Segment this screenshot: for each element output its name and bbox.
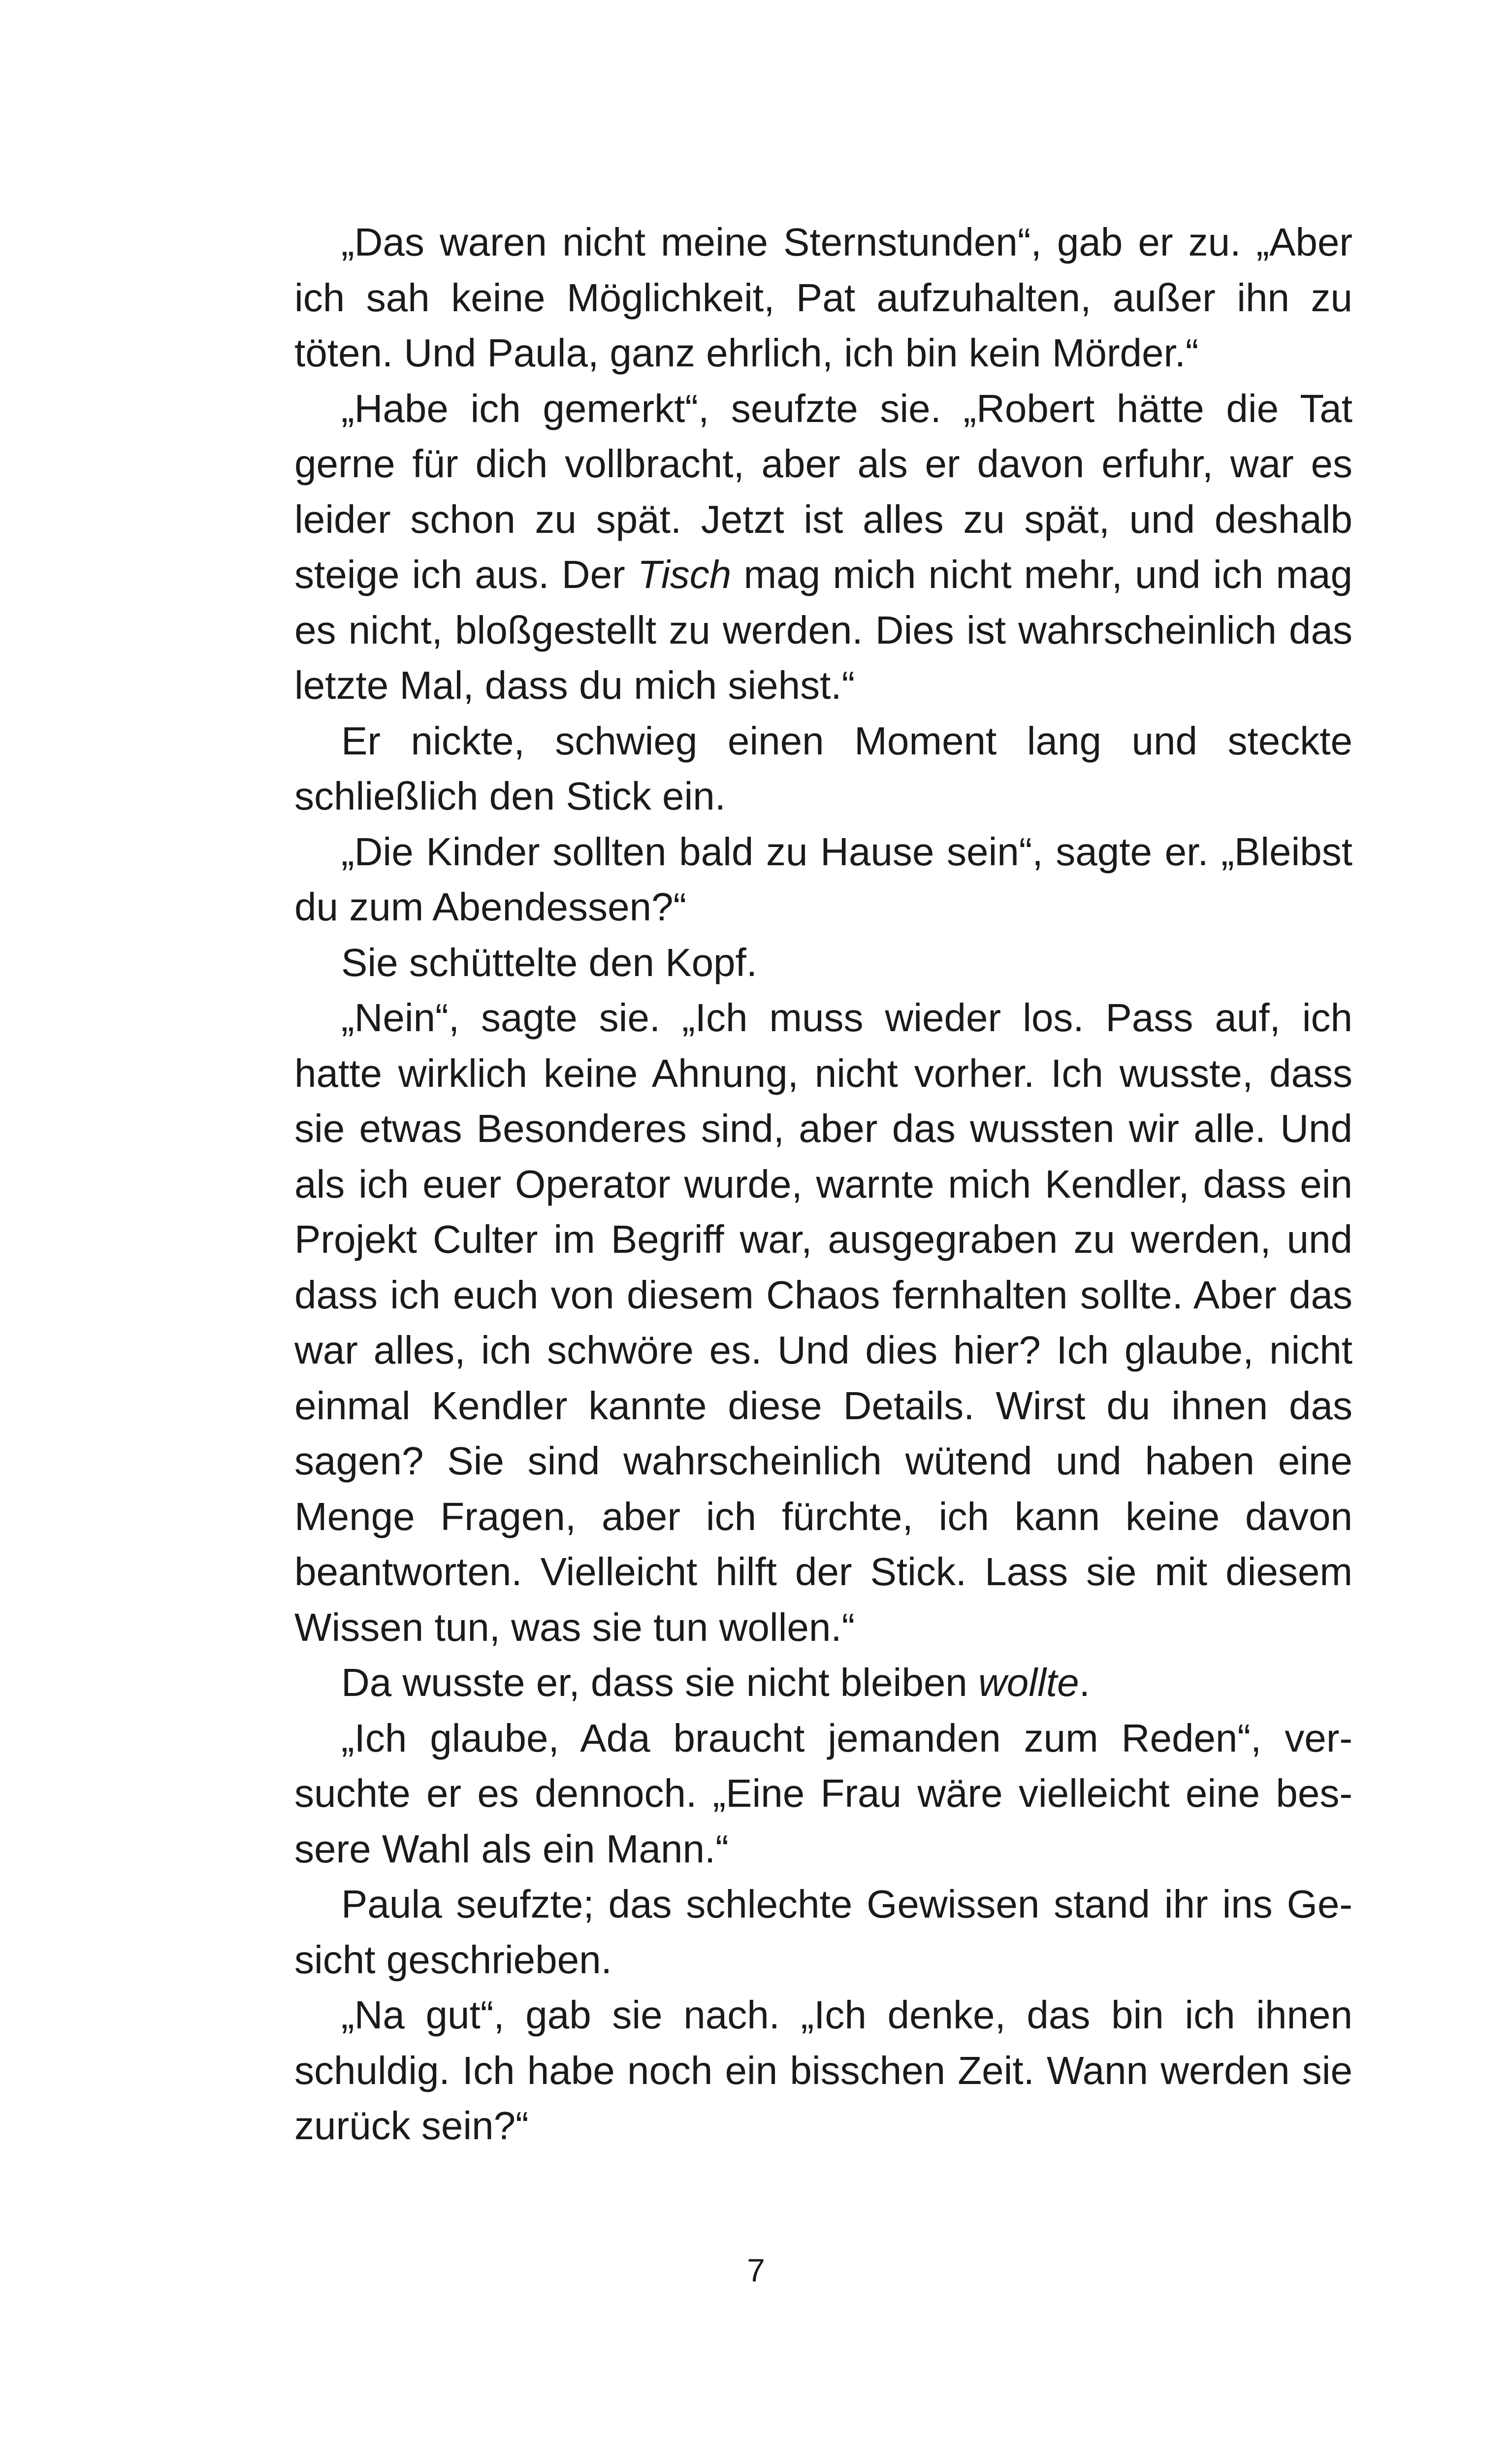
text-run: Sie schüttelte den Kopf. [341,940,757,984]
paragraph [294,990,1352,1655]
paragraph [294,1877,1352,1987]
paragraph [294,1987,1352,2154]
paragraph [294,1711,1352,1877]
text-run: mag mich nicht mehr, und ich mag es nicht, bloßgestellt zu werden. Dies ist wahrscheinlich das letzte Mal, dass du mich siehst.“ [294,553,1353,707]
paragraph [294,935,1352,991]
italic-text: Tisch [637,553,732,596]
text-run: „Das waren nicht meine Sternstunden“, gab er zu. „Aber ich sah keine Möglichkeit, Pat aufzuhalten, außer ihn zu töten. Und Paula, ganz ehrlich, ich bin kein Mörder.“ [294,220,1352,375]
text-run: „Na gut“, gab sie nach. „Ich denke, das bin ich ihnen schuldig. Ich habe noch ein bisschen Zeit. Wann werden sie zurück sein?“ [294,1993,1352,2148]
italic-text: wollte [978,1661,1079,1704]
paragraph [294,824,1352,935]
body-text [294,215,1352,2154]
paragraph [294,1655,1352,1711]
text-run: Paula seufzte; das schlechte Gewissen stand ihr ins Gesicht geschrieben. [294,1882,1352,1982]
paragraph [294,215,1352,381]
text-run: Er nickte, schwieg einen Moment lang und steckte schließlich den Stick ein. [294,718,1352,818]
paragraph [294,381,1352,714]
paragraph [294,714,1352,824]
text-run: „Nein“, sagte sie. „Ich muss wieder los. Pass auf, ich hatte wirklich keine Ahnung, nicht vorher. Ich wusste, dass sie etwas Besonderes sind, aber das wussten wir alle. Und als ich euer Operator wurde, warnte mich Kendler, dass ein Projekt Culter im Begriff war, ausgegraben zu werden, und dass ich euch von diesem Chaos fernhalten sollte. Aber das war alles, ich schwöre es. Und dies hier? Ich glaube, nicht einmal Kendler kannte diese Details. Wirst du ihnen das sagen? Sie sind wahrscheinlich wütend und haben eine Menge Fragen, aber ich fürchte, ich kann keine davon beantworten. Vielleicht hilft der Stick. Lass sie mit diesem Wissen tun, was sie tun wollen.“ [294,996,1352,1649]
text-run: „Ich glaube, Ada braucht jemanden zum Reden“, versuchte er es dennoch. „Eine Frau wäre vielleicht eine bessere Wahl als ein Mann.“ [294,1716,1352,1871]
text-run: „Die Kinder sollten bald zu Hause sein“, sagte er. „Bleibst du zum Abendessen?“ [294,829,1352,929]
text-run: „Habe ich gemerkt“, seufzte sie. „Robert hätte die Tat gerne für dich vollbracht, aber als er davon erfuhr, war es leider schon zu spät. Jetzt ist alles zu spät, und deshalb steige ich aus. Der [294,386,1352,596]
text-run: . [1079,1661,1090,1704]
page-number: 7 [747,2252,765,2288]
text-run: Da wusste er, dass sie nicht bleiben [341,1661,979,1704]
